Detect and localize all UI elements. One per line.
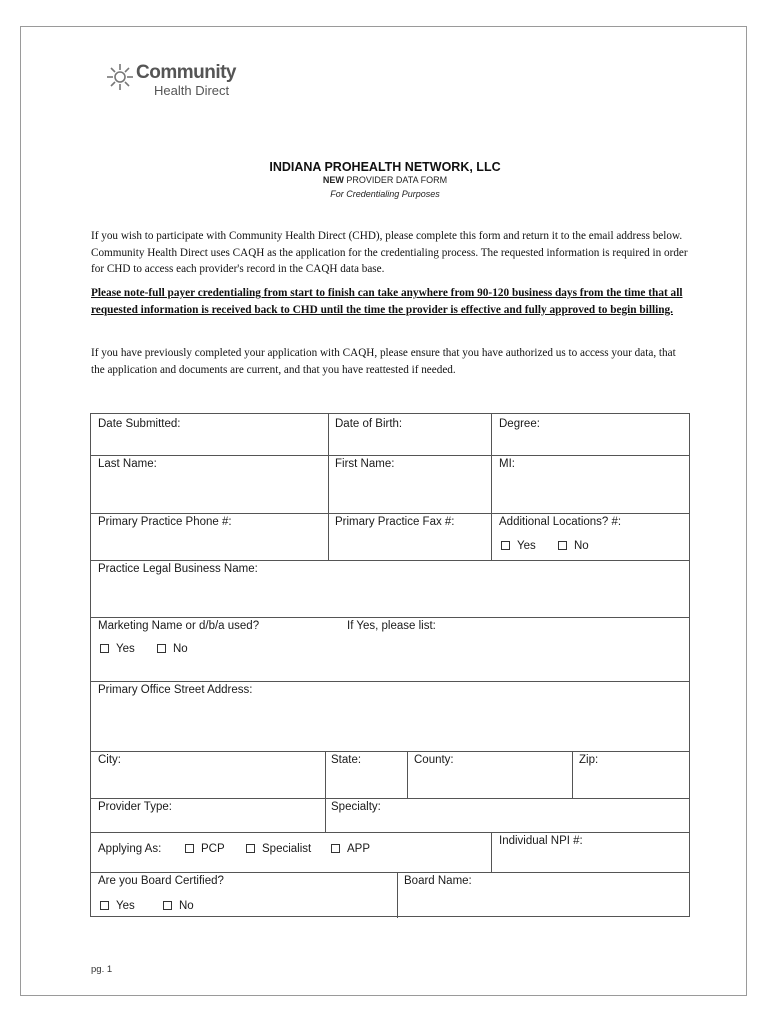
mi-field[interactable]: MI: bbox=[499, 458, 515, 470]
date-of-birth-field[interactable]: Date of Birth: bbox=[335, 418, 403, 430]
additional-locations-field[interactable]: Additional Locations? #: bbox=[499, 516, 622, 528]
document-subtitle bbox=[0, 175, 770, 185]
applying-as-pcp[interactable] bbox=[185, 843, 225, 855]
first-name-field[interactable]: First Name: bbox=[335, 458, 395, 470]
applying-as-app[interactable] bbox=[331, 843, 370, 855]
document-title: INDIANA PROHEALTH NETWORK, LLC bbox=[269, 160, 501, 174]
individual-npi-field[interactable]: Individual NPI #: bbox=[499, 835, 583, 847]
checkbox-icon[interactable] bbox=[163, 901, 172, 910]
app-label: APP bbox=[347, 843, 371, 855]
applying-as-specialist[interactable] bbox=[246, 843, 311, 855]
specialist-label: Specialist bbox=[262, 843, 312, 855]
timeline-notice: Please note-full payer credentialing from start to finish can take anywhere from 90-120 business days from the time that all requested information is received back to CHD until the time the provider is effective and fully approved to begin billing. bbox=[91, 287, 683, 316]
checkbox-icon[interactable] bbox=[558, 541, 567, 550]
marketing-name-yes[interactable] bbox=[100, 643, 135, 655]
checkbox-icon[interactable] bbox=[331, 844, 340, 853]
last-name-field[interactable]: Last Name: bbox=[98, 458, 157, 470]
board-name-field[interactable]: Board Name: bbox=[404, 875, 472, 887]
pcp-label: PCP bbox=[201, 843, 225, 855]
yes-label: Yes bbox=[116, 643, 135, 655]
document-purpose: For Credentialing Purposes bbox=[330, 189, 440, 199]
applying-as-label: Applying As: bbox=[98, 843, 162, 855]
degree-field[interactable]: Degree: bbox=[499, 418, 540, 430]
starburst-logo-icon bbox=[105, 62, 135, 92]
state-field[interactable]: State: bbox=[331, 754, 362, 766]
no-label: No bbox=[173, 643, 188, 655]
provider-data-form bbox=[90, 413, 690, 917]
city-field[interactable]: City: bbox=[98, 754, 121, 766]
marketing-name-no[interactable] bbox=[157, 643, 188, 655]
checkbox-icon[interactable] bbox=[501, 541, 510, 550]
page-number: pg. 1 bbox=[91, 964, 113, 975]
board-certified-field: Are you Board Certified? bbox=[98, 875, 224, 887]
checkbox-icon[interactable] bbox=[100, 901, 109, 910]
logo-text-community: Community bbox=[136, 62, 236, 83]
checkbox-icon[interactable] bbox=[100, 644, 109, 653]
subtitle-rest: PROVIDER DATA FORM bbox=[343, 175, 448, 185]
street-address-field[interactable]: Primary Office Street Address: bbox=[98, 684, 253, 696]
board-certified-yes[interactable] bbox=[100, 900, 135, 912]
subtitle-new: NEW bbox=[322, 175, 344, 185]
community-health-direct-logo bbox=[105, 62, 245, 102]
marketing-name-field[interactable]: Marketing Name or d/b/a used? bbox=[98, 620, 260, 632]
yes-label: Yes bbox=[517, 540, 536, 552]
specialty-field[interactable]: Specialty: bbox=[331, 801, 381, 813]
checkbox-icon[interactable] bbox=[157, 644, 166, 653]
no-label: No bbox=[574, 540, 589, 552]
date-submitted-field[interactable]: Date Submitted: bbox=[98, 418, 181, 430]
primary-fax-field[interactable]: Primary Practice Fax #: bbox=[335, 516, 455, 528]
yes-label: Yes bbox=[116, 900, 135, 912]
legal-business-name-field[interactable]: Practice Legal Business Name: bbox=[98, 563, 258, 575]
no-label: No bbox=[179, 900, 194, 912]
zip-field[interactable]: Zip: bbox=[579, 754, 599, 766]
additional-locations-yes[interactable] bbox=[501, 540, 536, 552]
logo-text-health-direct: Health Direct bbox=[154, 83, 230, 98]
if-yes-list-field[interactable]: If Yes, please list: bbox=[347, 620, 436, 632]
checkbox-icon[interactable] bbox=[246, 844, 255, 853]
caqh-paragraph: If you have previously completed your application with CAQH, please ensure that you have authorized us to access your data, that the application and documents are current, and that you have reattested if needed. bbox=[91, 347, 676, 376]
provider-type-field[interactable]: Provider Type: bbox=[98, 801, 172, 813]
board-certified-no[interactable] bbox=[163, 900, 194, 912]
additional-locations-no[interactable] bbox=[558, 540, 589, 552]
primary-phone-field[interactable]: Primary Practice Phone #: bbox=[98, 516, 232, 528]
county-field[interactable]: County: bbox=[414, 754, 454, 766]
intro-paragraph: If you wish to participate with Community Health Direct (CHD), please complete this form and return it to the email address below. Community Health Direct uses CAQH as the application for the credentialing process. The requested information is required in order for CHD to access each provider's record in the CAQH data base. bbox=[91, 230, 688, 275]
checkbox-icon[interactable] bbox=[185, 844, 194, 853]
